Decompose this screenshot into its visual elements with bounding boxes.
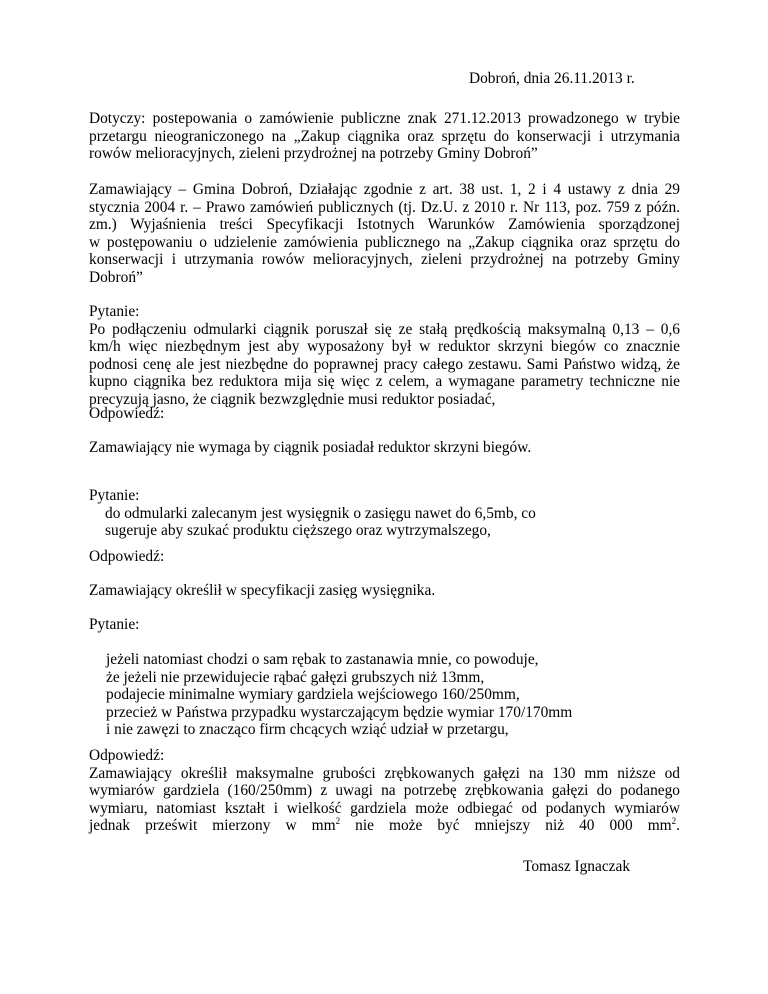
question-line: podnosi cenę ale jest niezbędne do poprawnej pracy całego zestawu. Sami Państwo widzą, że bbox=[89, 355, 680, 373]
answer-text-part: . bbox=[676, 817, 680, 835]
question-label: Pytanie: bbox=[89, 616, 140, 633]
intro-line: Dobroń” bbox=[89, 268, 143, 286]
answer-3 bbox=[89, 747, 680, 835]
intro-line: zm.) Wyjaśnienia treści Specyfikacji Istotnych Warunków Zamówienia sporządzonej bbox=[89, 216, 680, 234]
answer-label: Odpowiedź: bbox=[89, 548, 165, 565]
question-2 bbox=[89, 487, 680, 540]
intro-paragraph bbox=[89, 181, 680, 287]
subject-line: Dotyczy: postepowania o zamówienie publiczne znak 271.12.2013 prowadzonego w trybie bbox=[89, 110, 680, 127]
intro-line: w postępowaniu o udzielenie zamówienia publicznego na „Zakup ciągnika oraz sprzętu do bbox=[89, 233, 680, 251]
intro-line: stycznia 2004 r. – Prawo zamówień publicznych (tj. Dz.U. z 2010 r. Nr 113, poz. 759 z późn. bbox=[89, 198, 680, 216]
question-line: jeżeli natomiast chodzi o sam rębak to zastanawia mnie, co powoduje, bbox=[106, 651, 539, 668]
question-line: km/h więc niezbędnym jest aby wyposażony był w reduktor skrzyni biegów co znacznie bbox=[89, 338, 680, 356]
question-line: Po podłączeniu odmularki ciągnik poruszał się ze stałą prędkością maksymalną 0,13 – 0,6 bbox=[89, 320, 680, 338]
subject-line: rowów melioracyjnych, zieleni przydrożnej na potrzeby Gminy Dobroń” bbox=[89, 145, 538, 163]
answer-line-last bbox=[89, 817, 680, 835]
answer-1-label bbox=[89, 405, 680, 423]
question-label: Pytanie: bbox=[89, 303, 140, 320]
question-line: że jeżeli nie przewidujecie rąbać gałęzi grubszych niż 13mm, bbox=[106, 668, 485, 686]
superscript: 2 bbox=[335, 816, 341, 827]
question-line: przecież w Państwa przypadku wystarczającym będzie wymiar 170/170mm bbox=[106, 703, 573, 721]
answer-line: wymiarów gardziela (160/250mm) z uwagi na potrzebę zrębkowania gałęzi do podanego bbox=[89, 782, 680, 800]
question-line: i nie zawęzi to znacząco firm chcących wziąć udział w przetargu, bbox=[106, 721, 509, 739]
answer-2-text bbox=[89, 582, 680, 600]
question-3 bbox=[89, 651, 680, 739]
subject-paragraph bbox=[89, 110, 680, 163]
answer-text-part: nie może być mniejszy niż 40 000 mm bbox=[355, 817, 672, 835]
question-label: Pytanie: bbox=[89, 487, 140, 504]
signature: Tomasz Ignaczak bbox=[523, 858, 631, 875]
date-line: Dobroń, dnia 26.11.2013 r. bbox=[469, 70, 635, 87]
question-line: precyzują jasno, że ciągnik bezwzględnie musi reduktor posiadać, bbox=[89, 390, 496, 408]
answer-line: Zamawiający nie wymaga by ciągnik posiadał reduktor skrzyni biegów. bbox=[89, 439, 532, 456]
question-line: kupno ciągnika bez reduktora mija się więc z celem, a wymagane parametry techniczne nie bbox=[89, 373, 680, 391]
answer-2-label bbox=[89, 548, 680, 566]
answer-1-text bbox=[89, 439, 680, 457]
subject-line: przetargu nieograniczonego na „Zakup ciągnika oraz sprzętu do konserwacji i utrzymania bbox=[89, 127, 680, 145]
answer-line: wymiaru, natomiast kształt i wielkość gardziela może odbiegać od podanych wymiarów bbox=[89, 799, 680, 817]
question-line: do odmularki zalecanym jest wysięgnik o zasięgu nawet do 6,5mb, co bbox=[105, 504, 536, 522]
answer-line: Zamawiający określił w specyfikacji zasięg wysięgnika. bbox=[89, 582, 436, 599]
question-line: sugeruje aby szukać produktu cięższego oraz wytrzymalszego, bbox=[105, 522, 491, 540]
superscript: 2 bbox=[671, 816, 677, 827]
intro-line: konserwacji i utrzymania rowów melioracyjnych, zieleni przydrożnej na potrzeby Gminy bbox=[89, 251, 680, 269]
question-1 bbox=[89, 303, 680, 409]
question-line: podajecie minimalne wymiary gardziela wejściowego 160/250mm, bbox=[106, 686, 520, 704]
question-3-label bbox=[89, 616, 680, 634]
answer-label: Odpowiedź: bbox=[89, 747, 165, 764]
answer-line: Zamawiający określił maksymalne grubości zrębkowanych gałęzi na 130 mm niższe od bbox=[89, 764, 680, 782]
answer-text-part: jednak prześwit mierzony w mm bbox=[89, 817, 336, 835]
intro-line: Zamawiający – Gmina Dobroń, Działając zgodnie z art. 38 ust. 1, 2 i 4 ustawy z dnia 29 bbox=[89, 181, 680, 198]
answer-label: Odpowiedź: bbox=[89, 405, 165, 422]
